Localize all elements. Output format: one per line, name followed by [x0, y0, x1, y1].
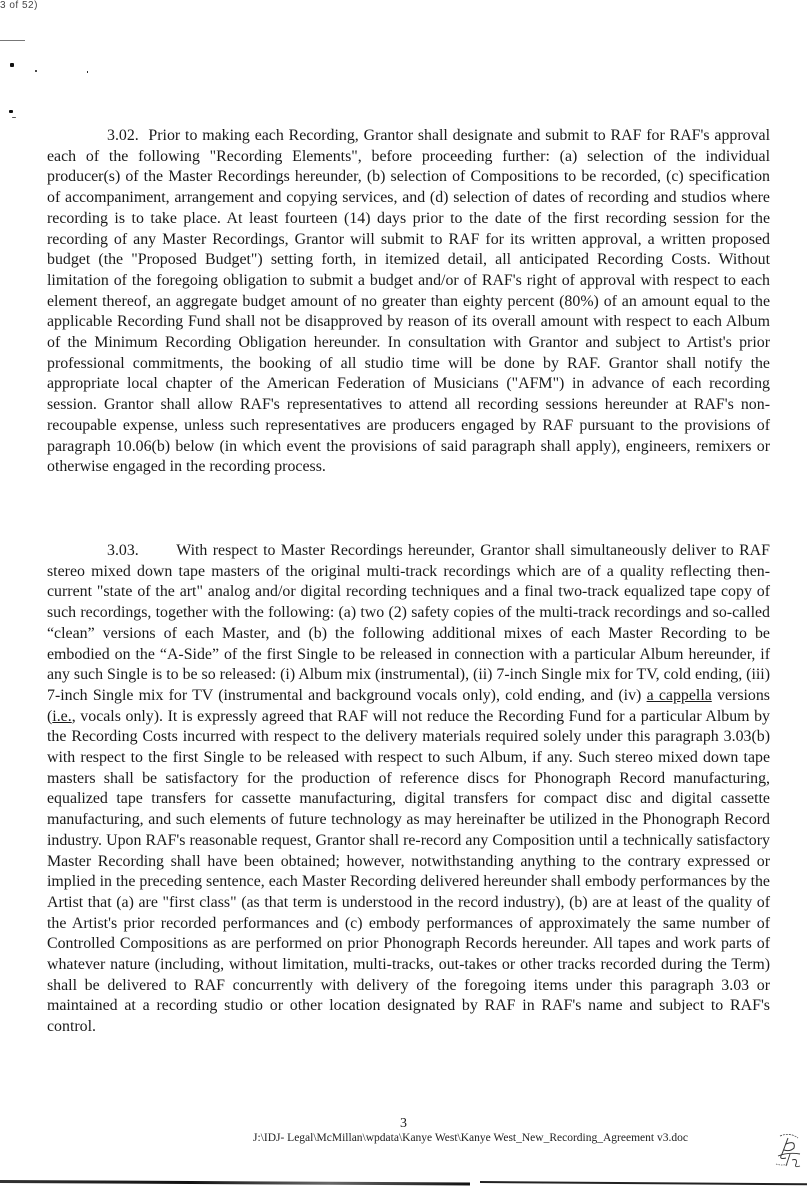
- paragraph-number: 3.02.: [107, 127, 139, 144]
- underlined-term: a cappella: [646, 686, 712, 704]
- paragraph-text: With respect to Master Recordings hereunder, Grantor shall simultaneously deliver to RAF stereo mixed down tape masters of the original multi-track recordings which are of a quality reflecting then-current "state of the art" analog and/or digital recording techniques and a final two-track equalized tape copy of such recordings, together with the following: (a) two (2) safety copies of the multi-track recordings and so-called “clean” versions of each Master, and (b) the following additional mixes of each Master Recording to be embodied on the “A-Side” of the first Single to be released in connection with a particular Album hereunder, if any such Single is to be so released: (i) Album mix (instrumental), (ii) 7-inch Single mix for TV, cold ending, (iii) 7-inch Single mix for TV (instrumental and background vocals only), cold ending, and (iv): [47, 542, 770, 704]
- scan-speck: [10, 63, 14, 67]
- paragraph-text: versions (: [47, 686, 770, 725]
- scan-speck: [9, 110, 13, 113]
- header-divider: [0, 40, 25, 41]
- scan-speck: [87, 71, 88, 73]
- paragraph-text: , vocals only). It is expressly agreed that RAF will not reduce the Recording Fund for a particular Album by the Recording Costs incurred with respect to the delivery materials required solely under this paragraph 3.03(b) with respect to the first Single to be released with respect to such Album, if any. Such stereo mixed down tape masters shall be satisfactory for the production of reference discs for Phonograph Record manufacturing, equalized tape transfers for cassette manufacturing, digital transfers for compact disc and digital cassette manufacturing, and such elements of future technology as may hereinafter be utilized in the Phonograph Record industry. Upon RAF's reasonable request, Grantor shall re-record any Composition until a technically satisfactory Master Recording shall have been obtained; however, notwithstanding anything to the contrary expressed or implied in the preceding sentence, each Master Recording delivered hereunder shall embody performances by the Artist that (a) are "first class" (as that term is understood in the record industry), (b) are at least of the quality of the Artist's prior recorded performances and (c) embody performances of approximately the same number of Controlled Compositions as are performed on prior Phonograph Records hereunder. All tapes and work parts of whatever nature (including, without limitation, multi-tracks, out-takes or other tracks recorded during the Term) shall be delivered to RAF concurrently with delivery of the foregoing items under this paragraph 3.03 or maintained at a recording studio or other location designated by RAF in RAF's name and subject to RAF's control.: [47, 707, 770, 1036]
- signature-initials-icon: [772, 1130, 806, 1170]
- scan-speck: [12, 117, 16, 118]
- footer-file-path: J:\IDJ- Legal\McMillan\wpdata\Kanye West\Kanye West_New_Recording_Agreement v3.doc: [253, 1132, 688, 1144]
- scan-speck: [35, 70, 37, 72]
- paragraph-number: 3.03.: [107, 542, 139, 559]
- scan-edge-line: [480, 1181, 807, 1185]
- scan-edge-line: [0, 1180, 470, 1185]
- paragraph-3-02: [47, 126, 770, 478]
- paragraph-text: Prior to making each Recording, Grantor shall designate and submit to RAF for RAF's approval each of the following "Recording Elements", before proceeding further: (a) selection of the individual producer(s) of the Master Recordings hereunder, (b) selection of Compositions to be recorded, (c) specification of accompaniment, arrangement and copying services, and (d) selection of dates of recording and studios where recording is to take place. At least fourteen (14) days prior to the date of the first recording session for the recording of any Master Recordings, Grantor will submit to RAF for its written approval, a written proposed budget (the "Proposed Budget") setting forth, in itemized detail, all anticipated Recording Costs. Without limitation of the foregoing obligation to submit a budget and/or of RAF's right of approval with respect to each element thereof, an aggregate budget amount of no greater than eighty percent (80%) of an amount equal to the applicable Recording Fund shall not be disapproved by reason of its overall amount with respect to each Album of the Minimum Recording Obligation hereunder. In consultation with Grantor and subject to Artist's prior professional commitments, the booking of all studio time will be done by RAF. Grantor shall notify the appropriate local chapter of the American Federation of Musicians ("AFM") in advance of each recording session. Grantor shall allow RAF's representatives to attend all recording sessions hereunder at RAF's non-recoupable expense, unless such representatives are producers engaged by RAF pursuant to the provisions of paragraph 10.06(b) below (in which event the provisions of said paragraph shall apply), engineers, remixers or otherwise engaged in the recording process.: [47, 127, 770, 476]
- page-count: 3 of 52): [0, 0, 38, 11]
- footer-page-number: 3: [400, 1116, 407, 1131]
- paragraph-3-03: [47, 541, 770, 1038]
- underlined-term: i.e.: [52, 707, 72, 725]
